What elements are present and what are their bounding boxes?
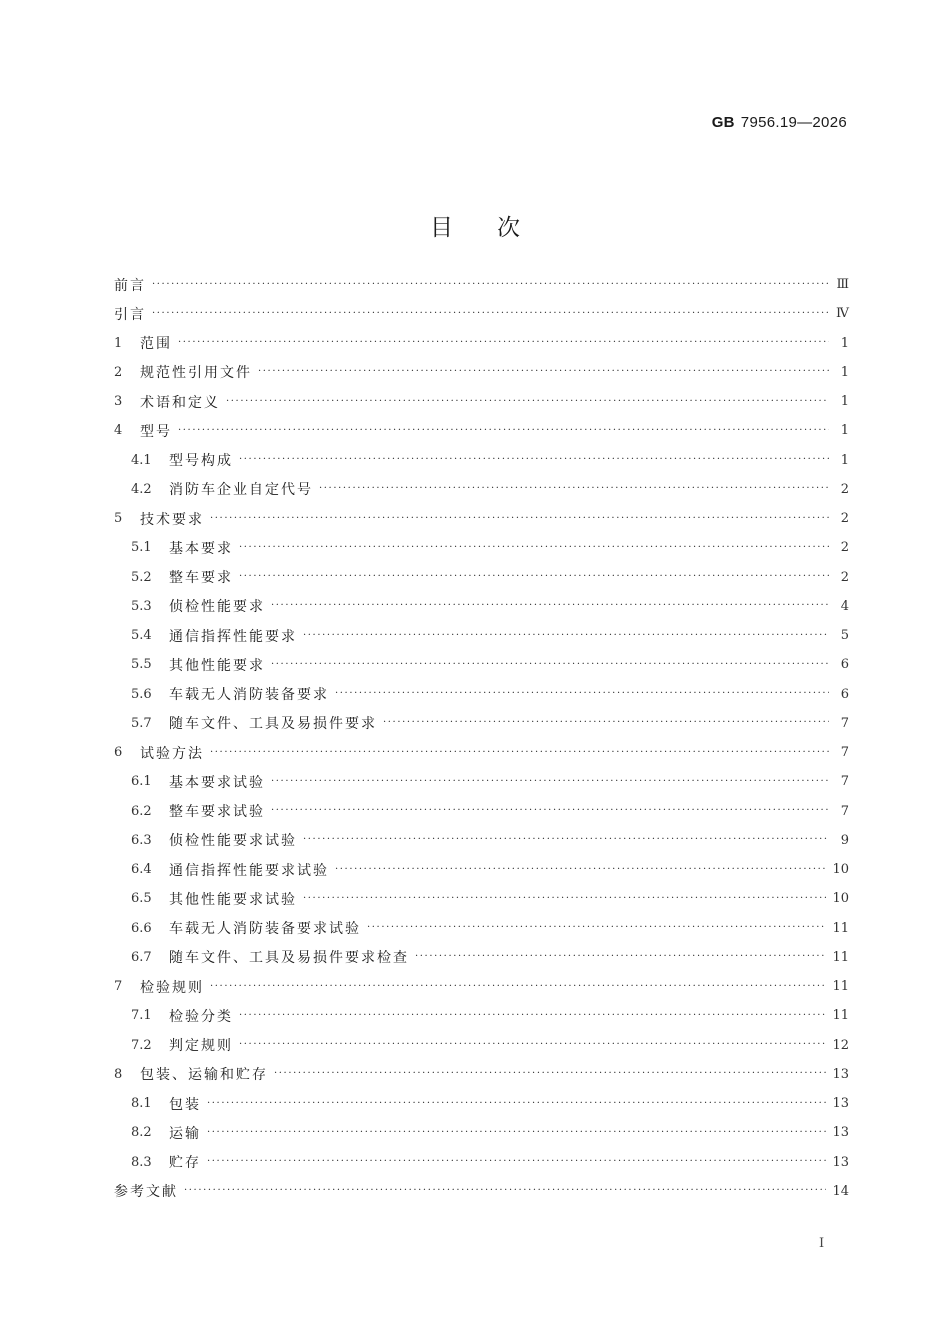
toc-entry-title: 车载无人消防装备要求 <box>169 687 329 704</box>
toc-entry-title: 基本要求 <box>169 540 233 557</box>
toc-entry-number: 8.2 <box>131 1125 152 1141</box>
toc-entry[interactable] <box>114 826 849 855</box>
toc-entry-title: 规范性引用文件 <box>140 365 252 382</box>
toc-entry-number: 8.3 <box>131 1154 152 1170</box>
toc-entry[interactable] <box>114 533 849 562</box>
dot-leader <box>239 1011 826 1021</box>
toc-entry[interactable] <box>114 563 849 592</box>
toc-entry-page: 2 <box>840 569 849 585</box>
dot-leader <box>303 835 829 845</box>
dot-leader <box>239 572 829 582</box>
dot-leader <box>226 397 829 407</box>
toc-entry-number: 5 <box>114 511 123 527</box>
toc-entry-page: 11 <box>832 920 849 936</box>
toc-entry-page: 11 <box>832 1008 849 1024</box>
toc-entry-number: 5.5 <box>131 657 152 673</box>
toc-entry-title: 基本要求试验 <box>169 774 265 791</box>
dot-leader <box>239 1040 826 1050</box>
toc-entry-title: 整车要求试验 <box>169 804 265 821</box>
toc-entry-page: 7 <box>840 745 849 761</box>
toc-entry-number: 6.6 <box>131 920 152 936</box>
dot-leader <box>207 1099 826 1109</box>
toc-entry-number: 5.6 <box>131 686 152 702</box>
toc-entry[interactable] <box>114 914 849 943</box>
toc-entry[interactable] <box>114 650 849 679</box>
toc-entry-number: 7.1 <box>131 1008 152 1024</box>
toc-entry[interactable] <box>114 855 849 884</box>
toc-entry-title: 包装、运输和贮存 <box>140 1067 268 1084</box>
toc-entry-number: 7.2 <box>131 1037 152 1053</box>
toc-entry-page: 1 <box>840 452 849 468</box>
toc-entry-page: 13 <box>832 1066 849 1082</box>
dot-leader <box>271 660 829 670</box>
toc-entry-page: 12 <box>832 1037 849 1053</box>
toc-entry-title: 其他性能要求试验 <box>169 891 297 908</box>
toc-entry-title: 术语和定义 <box>140 394 220 411</box>
toc-entry-number: 3 <box>114 394 123 410</box>
toc-entry-title: 随车文件、工具及易损件要求 <box>169 716 377 733</box>
toc-entry-page: 13 <box>832 1125 849 1141</box>
toc-entry-page: 10 <box>832 891 849 907</box>
toc-entry[interactable] <box>114 475 849 504</box>
toc-entry-page: 6 <box>840 686 849 702</box>
toc-entry-page: 1 <box>840 394 849 410</box>
toc-entry-title: 检验规则 <box>140 979 204 996</box>
toc-entry[interactable] <box>114 504 849 533</box>
toc-entry-number: 6.4 <box>131 862 152 878</box>
toc-entry-page: 7 <box>840 715 849 731</box>
toc-entry-number: 2 <box>114 364 123 380</box>
toc-entry-page: 9 <box>840 832 849 848</box>
toc-entry-title: 范围 <box>140 336 172 353</box>
toc-entry-page: 2 <box>840 481 849 497</box>
toc-entry-title: 型号 <box>140 423 172 440</box>
toc-entry[interactable] <box>114 592 849 621</box>
dot-leader <box>207 1128 826 1138</box>
dot-leader <box>383 718 829 728</box>
toc-entry-number: 5.2 <box>131 569 152 585</box>
toc-entry-title: 贮存 <box>169 1155 201 1172</box>
toc-entry-page: 2 <box>840 511 849 527</box>
dot-leader <box>239 455 829 465</box>
dot-leader <box>178 338 829 348</box>
toc-entry-page: 11 <box>832 949 849 965</box>
toc-entry-page: 1 <box>840 364 849 380</box>
toc-entry-number: 5.1 <box>131 540 152 556</box>
toc-entry[interactable] <box>114 738 849 767</box>
dot-leader <box>210 514 829 524</box>
toc-entry-number: 8.1 <box>131 1096 152 1112</box>
toc-entry-page: 10 <box>832 862 849 878</box>
toc-entry-title: 型号构成 <box>169 453 233 470</box>
toc-entry-title: 试验方法 <box>140 745 204 762</box>
toc-entry-title: 包装 <box>169 1096 201 1113</box>
toc-entry[interactable] <box>114 1001 849 1030</box>
standard-prefix: GB <box>711 114 735 131</box>
standard-number: 7956.19—2026 <box>740 114 847 131</box>
toc-entry[interactable] <box>114 767 849 796</box>
toc-entry-number: 4 <box>114 423 123 439</box>
toc-entry-title: 前言 <box>114 277 146 294</box>
dot-leader <box>207 1157 826 1167</box>
toc-entry-page: 4 <box>840 598 849 614</box>
toc-entry[interactable] <box>114 329 849 358</box>
toc-entry-title: 通信指挥性能要求 <box>169 628 297 645</box>
table-of-contents <box>114 270 849 1206</box>
toc-entry[interactable] <box>114 1118 849 1147</box>
dot-leader <box>152 309 829 319</box>
toc-entry-page: 6 <box>840 657 849 673</box>
dot-leader <box>271 777 829 787</box>
toc-entry-page: 13 <box>832 1096 849 1112</box>
toc-entry-title: 消防车企业自定代号 <box>169 482 313 499</box>
toc-entry-number: 6 <box>114 745 123 761</box>
dot-leader <box>274 1069 826 1079</box>
toc-entry[interactable] <box>114 299 849 328</box>
toc-entry[interactable] <box>114 446 849 475</box>
toc-entry-title: 判定规则 <box>169 1038 233 1055</box>
toc-entry[interactable] <box>114 884 849 913</box>
toc-entry[interactable] <box>114 387 849 416</box>
dot-leader <box>258 367 829 377</box>
toc-entry[interactable] <box>114 416 849 445</box>
toc-entry[interactable] <box>114 621 849 650</box>
toc-entry-number: 6.2 <box>131 803 152 819</box>
toc-entry-number: 7 <box>114 979 123 995</box>
toc-entry-page: 2 <box>840 540 849 556</box>
toc-entry-title: 侦检性能要求 <box>169 599 265 616</box>
toc-entry[interactable] <box>114 358 849 387</box>
dot-leader <box>271 806 829 816</box>
toc-entry-title: 车载无人消防装备要求试验 <box>169 921 361 938</box>
toc-entry-page: Ⅲ <box>836 277 849 293</box>
toc-entry[interactable] <box>114 1177 849 1206</box>
toc-entry[interactable] <box>114 972 849 1001</box>
toc-entry-number: 8 <box>114 1066 123 1082</box>
dot-leader <box>319 484 829 494</box>
dot-leader <box>415 952 826 962</box>
dot-leader <box>239 543 829 553</box>
toc-entry-page: 13 <box>832 1154 849 1170</box>
toc-entry[interactable] <box>114 1089 849 1118</box>
toc-entry[interactable] <box>114 797 849 826</box>
toc-entry-number: 6.3 <box>131 832 152 848</box>
toc-entry-number: 4.1 <box>131 452 152 468</box>
dot-leader <box>335 865 826 875</box>
toc-entry[interactable] <box>114 943 849 972</box>
toc-entry-title: 侦检性能要求试验 <box>169 833 297 850</box>
dot-leader <box>335 689 829 699</box>
page-number: I <box>819 1236 825 1251</box>
toc-entry[interactable] <box>114 1031 849 1060</box>
toc-entry-number: 5.3 <box>131 598 152 614</box>
toc-entry-page: 7 <box>840 774 849 790</box>
toc-entry-number: 6.5 <box>131 891 152 907</box>
toc-entry[interactable] <box>114 1148 849 1177</box>
toc-entry-title: 引言 <box>114 306 146 323</box>
page-title: 目次 <box>430 215 564 242</box>
dot-leader <box>152 280 829 290</box>
toc-entry[interactable] <box>114 680 849 709</box>
toc-entry-number: 5.4 <box>131 628 152 644</box>
toc-entry-page: 7 <box>840 803 849 819</box>
toc-entry-page: Ⅳ <box>836 306 849 322</box>
standard-code <box>712 114 847 131</box>
toc-entry-page: 1 <box>840 423 849 439</box>
toc-entry-number: 5.7 <box>131 715 152 731</box>
toc-entry-number: 6.1 <box>131 774 152 790</box>
dot-leader <box>303 894 826 904</box>
dot-leader <box>367 923 826 933</box>
toc-entry[interactable] <box>114 1060 849 1089</box>
toc-entry-page: 5 <box>840 628 849 644</box>
toc-entry-number: 4.2 <box>131 481 152 497</box>
dot-leader <box>303 631 829 641</box>
toc-entry-title: 参考文献 <box>114 1184 178 1201</box>
dot-leader <box>178 426 829 436</box>
toc-entry-number: 1 <box>114 335 123 351</box>
toc-entry-title: 技术要求 <box>140 511 204 528</box>
toc-entry-title: 整车要求 <box>169 570 233 587</box>
toc-entry-title: 随车文件、工具及易损件要求检查 <box>169 950 409 967</box>
toc-entry-number: 6.7 <box>131 949 152 965</box>
toc-entry-page: 1 <box>840 335 849 351</box>
toc-entry-page: 14 <box>832 1183 849 1199</box>
dot-leader <box>210 982 826 992</box>
toc-entry-title: 运输 <box>169 1125 201 1142</box>
toc-entry-title: 检验分类 <box>169 1008 233 1025</box>
dot-leader <box>210 748 829 758</box>
toc-entry[interactable] <box>114 270 849 299</box>
toc-entry[interactable] <box>114 709 849 738</box>
dot-leader <box>184 1186 826 1196</box>
toc-entry-page: 11 <box>832 979 849 995</box>
toc-entry-title: 其他性能要求 <box>169 657 265 674</box>
toc-entry-title: 通信指挥性能要求试验 <box>169 862 329 879</box>
dot-leader <box>271 601 829 611</box>
